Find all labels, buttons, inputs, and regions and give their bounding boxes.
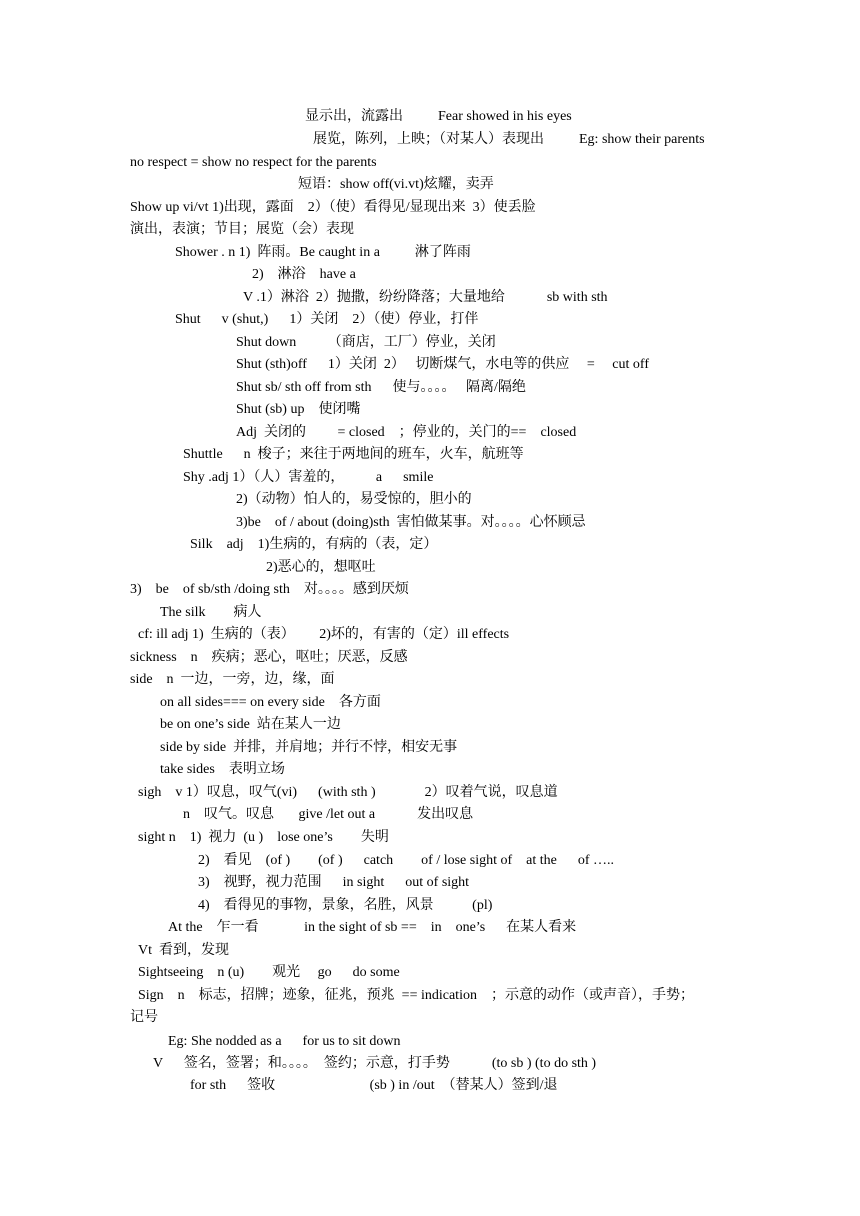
text-line: Shy .adj 1）（人）害羞的， a smile <box>183 470 434 485</box>
text-line: 短语：show off(vi.vt)炫耀，卖弄 <box>298 177 494 192</box>
text-line: Shuttle n 梭子；来往于两地间的班车，火车，航班等 <box>183 447 524 462</box>
text-line: for sth 签收 (sb ) in /out （替某人）签到/退 <box>190 1078 558 1093</box>
text-line: be on one’s side 站在某人一边 <box>160 717 341 732</box>
text-line: At the 乍一看 in the sight of sb == in one’s 在某人看来 <box>168 920 577 935</box>
text-line: 显示出，流露出 Fear showed in his eyes <box>305 109 572 124</box>
text-line: cf: ill adj 1) 生病的（表） 2)坏的，有害的（定）ill effects <box>138 627 510 642</box>
text-line: Shower . n 1) 阵雨。Be caught in a 淋了阵雨 <box>175 245 471 260</box>
text-line: 3)be of / about (doing)sth 害怕做某事。对。。。。心怀顾忌 <box>236 515 586 530</box>
text-line: no respect = show no respect for the parents <box>130 155 377 170</box>
text-line: Show up vi/vt 1)出现，露面 2）（使）看得见/显现出来 3）使丢脸 <box>130 200 536 215</box>
text-line: V .1）淋浴 2）抛撒，纷纷降落；大量地给 sb with sth <box>243 290 608 305</box>
text-line: Vt 看到，发现 <box>138 943 229 958</box>
text-line: Shut (sb) up 使闭嘴 <box>236 402 361 417</box>
text-line: 3) 视野，视力范围 in sight out of sight <box>198 875 470 890</box>
text-line: Shut sb/ sth off from sth 使与。。。。 隔离/隔绝 <box>236 380 526 395</box>
text-line: 记号 <box>130 1010 158 1025</box>
text-line: Sign n 标志，招牌；迹象，征兆，预兆 == indication ；示意的动作（或声音），手势； <box>138 988 694 1003</box>
text-line: Shut (sth)off 1）关闭 2） 切断煤气，水电等的供应 = cut off <box>236 357 649 372</box>
text-line: side n 一边，一旁，边，缘，面 <box>130 672 335 687</box>
text-line: side by side 并排，并肩地；并行不悖，相安无事 <box>160 740 458 755</box>
text-line: The silk 病人 <box>160 605 262 620</box>
text-line: 演出，表演；节目；展览（会）表现 <box>130 222 354 237</box>
text-line: 2)恶心的，想呕吐 <box>266 560 376 575</box>
text-line: Sightseeing n (u) 观光 go do some <box>138 965 400 980</box>
text-line: 4) 看得见的事物，景象，名胜，风景 (pl) <box>198 898 493 913</box>
text-line: Eg: She nodded as a for us to sit down <box>168 1034 401 1049</box>
text-line: sight n 1) 视力 (u ) lose one’s 失明 <box>138 830 389 845</box>
text-line: sigh v 1）叹息，叹气(vi) (with sth ) 2）叹着气说，叹息道 <box>138 785 558 800</box>
text-line: Silk adj 1)生病的，有病的（表，定） <box>190 537 438 552</box>
text-line: V 签名，签署；和。。。。 签约；示意，打手势 (to sb ) (to do sth ) <box>153 1056 597 1071</box>
text-line: 2)（动物）怕人的，易受惊的，胆小的 <box>236 492 472 507</box>
text-line: 3) be of sb/sth /doing sth 对。。。。感到厌烦 <box>130 582 409 597</box>
text-line: Shut v (shut,) 1）关闭 2）（使）停业，打伴 <box>175 312 479 327</box>
text-line: Adj 关闭的 = closed ；停业的，关门的== closed <box>236 425 577 440</box>
text-line: on all sides=== on every side 各方面 <box>160 695 381 710</box>
text-line: 2) 淋浴 have a <box>252 267 356 282</box>
text-line: n 叹气。叹息 give /let out a 发出叹息 <box>183 807 474 822</box>
text-line: Shut down （商店，工厂）停业，关闭 <box>236 335 496 350</box>
text-line: sickness n 疾病；恶心，呕吐；厌恶，反感 <box>130 650 408 665</box>
text-line: 展览，陈列，上映；（对某人）表现出 Eg: show their parents <box>313 132 705 147</box>
text-line: 2) 看见 (of ) (of ) catch of / lose sight of at the of ….. <box>198 853 615 868</box>
text-line: take sides 表明立场 <box>160 762 285 777</box>
